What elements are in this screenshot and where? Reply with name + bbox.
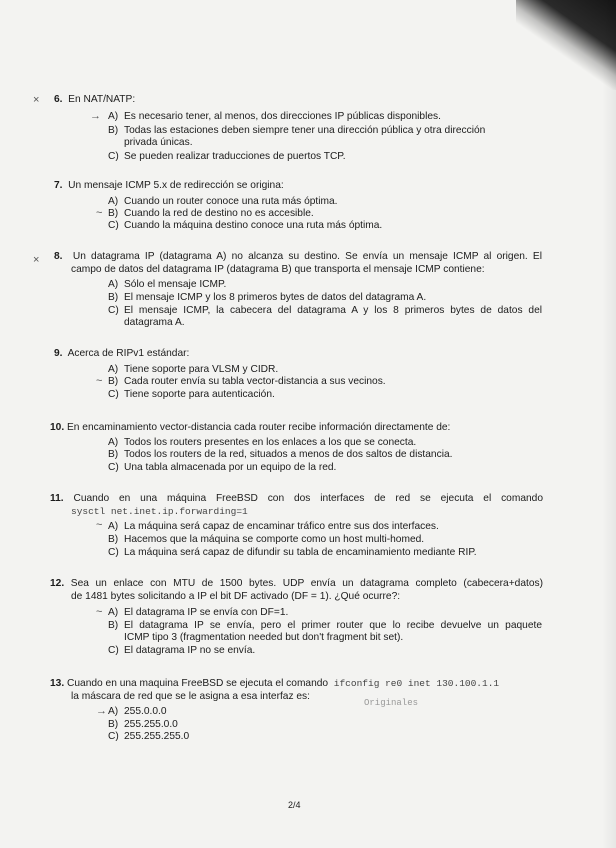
question-stem-continuation: de 1481 bytes solicitando a IP el bit DF activado (DF = 1). ¿Qué ocurre?: <box>71 591 401 602</box>
question-number: 11. <box>50 493 64 504</box>
margin-arrow-mark: → <box>96 705 107 717</box>
margin-cross-mark: × <box>33 94 40 106</box>
command-text: ifconfig re0 inet 130.100.1.1 <box>333 678 500 689</box>
option-a[interactable]: A) Tiene soporte para VLSM y CIDR. <box>108 364 279 375</box>
question-number: 13. <box>50 678 65 689</box>
option-a[interactable]: A) Es necesario tener, al menos, dos direcciones IP públicas disponibles. <box>108 111 441 122</box>
option-a[interactable]: A) El datagrama IP se envía con DF=1. <box>108 607 289 618</box>
scan-shadow <box>516 0 616 90</box>
option-c[interactable]: C) 255.255.255.0 <box>108 731 190 742</box>
margin-tick-mark: ~ <box>96 207 103 219</box>
question-stem: En NAT/NATP: <box>68 94 136 105</box>
option-b[interactable]: B) Cuando la red de destino no es accesible. <box>108 208 314 219</box>
question-stem-continuation: la máscara de red que se le asigna a esa interfaz es: <box>71 691 310 702</box>
question-stem: Un datagrama IP (datagrama A) no alcanza su destino. Se envía un mensaje ICMP al origen. El <box>72 251 542 262</box>
question-number: 7. <box>54 180 63 191</box>
option-a[interactable]: A) Sólo el mensaje ICMP. <box>108 279 227 290</box>
option-b[interactable]: B) Cada router envía su tabla vector-distancia a sus vecinos. <box>108 376 386 387</box>
question-stem: Acerca de RIPv1 estándar: <box>67 348 190 359</box>
page-number: 2/4 <box>288 800 301 810</box>
option-b-continuation: privada únicas. <box>124 137 193 148</box>
question-stem: Cuando en una maquina FreeBSD se ejecuta el comando <box>67 678 329 689</box>
scan-edge <box>602 0 616 848</box>
margin-arrow-mark: → <box>90 110 101 122</box>
option-c[interactable]: C) El mensaje ICMP, la cabecera del datagrama A y los 8 primeros bytes de datos del <box>108 305 542 316</box>
option-a[interactable]: A) La máquina será capaz de encaminar tráfico entre sus dos interfaces. <box>108 521 439 532</box>
option-c-continuation: datagrama A. <box>124 317 185 328</box>
question-stem: Un mensaje ICMP 5.x de redirección se origina: <box>68 180 284 191</box>
option-c[interactable]: C) La máquina será capaz de difundir su tabla de encaminamiento mediante RIP. <box>108 547 477 558</box>
option-b[interactable]: B) Todos los routers de la red, situados a menos de dos saltos de distancia. <box>108 449 453 460</box>
option-c[interactable]: C) Cuando la máquina destino conoce una ruta más óptima. <box>108 220 383 231</box>
option-a[interactable]: A) Todos los routers presentes en los enlaces a los que se conecta. <box>108 437 417 448</box>
question-stem: Cuando en una máquina FreeBSD con dos interfaces de red se ejecuta el comando <box>73 493 543 504</box>
question-stem-continuation: campo de datos del datagrama IP (datagrama B) que transporta el mensaje ICMP contiene: <box>71 264 485 275</box>
option-a[interactable]: A) Cuando un router conoce una ruta más óptima. <box>108 196 338 207</box>
option-a[interactable]: A) 255.0.0.0 <box>108 706 167 717</box>
option-c[interactable]: C) Se pueden realizar traducciones de puertos TCP. <box>108 151 346 162</box>
option-b[interactable]: B) 255.255.0.0 <box>108 719 178 730</box>
option-b[interactable]: B) Hacemos que la máquina se comporte como un host multi-homed. <box>108 534 425 545</box>
handwritten-note: Originales <box>364 698 419 708</box>
question-number: 9. <box>54 348 63 359</box>
question-number: 8. <box>54 251 63 262</box>
option-c[interactable]: C) El datagrama IP no se envía. <box>108 645 256 656</box>
question-number: 12. <box>50 578 65 589</box>
margin-cross-mark: × <box>33 254 40 266</box>
option-b[interactable]: B) El mensaje ICMP y los 8 primeros bytes de datos del datagrama A. <box>108 292 427 303</box>
option-c[interactable]: C) Tiene soporte para autenticación. <box>108 389 275 400</box>
question-number: 6. <box>54 94 63 105</box>
option-b-continuation: ICMP tipo 3 (fragmentation needed but don't fragment bit set). <box>124 632 404 643</box>
margin-tick-mark: ~ <box>96 375 103 387</box>
option-b[interactable]: B) El datagrama IP se envía, pero el primer router que lo recibe devuelve un paquete <box>108 620 542 631</box>
question-stem: Sea un enlace con MTU de 1500 bytes. UDP envía un datagrama completo (cabecera+datos) <box>70 578 543 589</box>
option-b[interactable]: B) Todas las estaciones deben siempre tener una dirección pública y otra dirección <box>108 125 486 136</box>
command-text: sysctl net.inet.ip.forwarding=1 <box>71 506 248 517</box>
question-number: 10. <box>50 422 65 433</box>
question-stem: En encaminamiento vector-distancia cada router recibe información directamente de: <box>67 422 451 433</box>
option-c[interactable]: C) Una tabla almacenada por un equipo de la red. <box>108 462 337 473</box>
margin-tick-mark: ~ <box>96 606 103 618</box>
margin-tick-mark: ~ <box>96 519 103 531</box>
